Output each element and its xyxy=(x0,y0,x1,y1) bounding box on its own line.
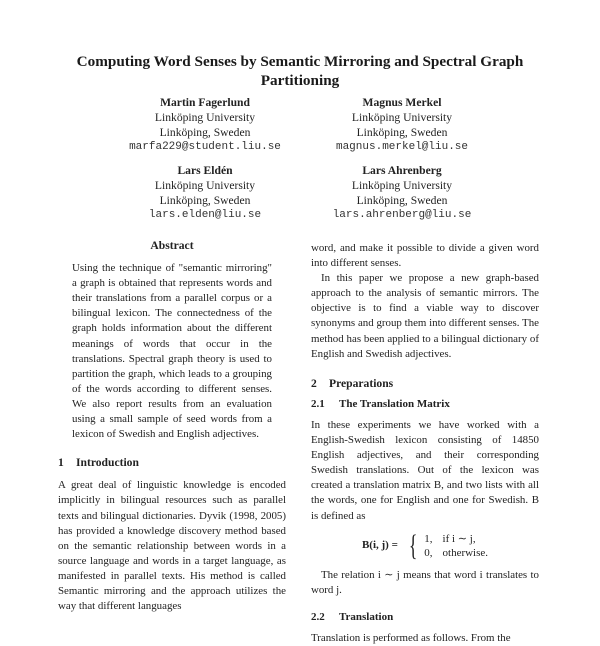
subsection-number: 2.2 xyxy=(311,610,325,623)
author-affiliation: Linköping University xyxy=(154,179,256,192)
case-1-condition: if i ∼ j, xyxy=(442,532,476,545)
subsection-heading-translation xyxy=(311,610,539,625)
intro-paragraph-continued: word, and make it possible to divide a given word into different senses. xyxy=(311,242,539,270)
author-name: Lars Eldén xyxy=(177,164,233,177)
author-affiliation: Linköping University xyxy=(351,179,453,192)
section-title: Preparations xyxy=(329,376,394,390)
author-email: magnus.merkel@liu.se xyxy=(335,141,469,153)
case-2-condition: otherwise. xyxy=(442,546,489,559)
section-number: 1 xyxy=(58,456,64,470)
subsection-heading-translation-matrix xyxy=(311,397,539,412)
section-title: Introduction xyxy=(76,456,139,470)
section-heading-introduction xyxy=(58,455,286,470)
section-number: 2 xyxy=(311,376,317,390)
section-heading-preparations xyxy=(311,376,539,391)
author-name: Magnus Merkel xyxy=(362,96,442,109)
abstract-text: Using the technique of "semantic mirroring" a graph is obtained that represents words and their translations from a parallel corpus or a bilingual lexicon. The connectedness of the graph holds information about the different meanings of words that occur in the translations. Spectral graph theory is used to partition the graph, which leads to a grouping of the words according to different senses. We also report results from an evaluation using a small sample of seed words from a lexicon of Swedish and English adjectives. xyxy=(72,262,272,441)
author-affiliation: Linköping University xyxy=(351,111,453,124)
author-block-2 xyxy=(292,95,512,155)
author-location: Linköping, Sweden xyxy=(356,126,448,139)
intro-paragraph: A great deal of linguistic knowledge is encoded implicitly in bilingual resources such as parallel texts and bilingual dictionaries. Dyvik (1998, 2005) has provided a knowledge discovery method based on the semantic relationship between words in a source language and words in a target language, as manifested in parallel texts. His method is called Semantic mirroring and the approach utilizes the way that different languages xyxy=(58,479,286,613)
author-location: Linköping, Sweden xyxy=(159,126,251,139)
author-location: Linköping, Sweden xyxy=(159,194,251,207)
translation-matrix-paragraph: In these experiments we have worked with a English-Swedish lexicon consisting of 14850 English adjectives, and their corresponding Swedish translations. Out of the lexicon was created a translation matrix B, and two lists with all the words, one for English and one for Swedish. B is defined as xyxy=(311,418,539,522)
author-name: Martin Fagerlund xyxy=(160,96,250,109)
equation-brace: { xyxy=(408,528,418,562)
subsection-number: 2.1 xyxy=(311,397,325,410)
paper-title: Computing Word Senses by Semantic Mirroring and Spectral Graph Partitioning xyxy=(76,53,524,89)
subsection-title: The Translation Matrix xyxy=(339,397,450,410)
right-column xyxy=(311,241,539,646)
author-block-3 xyxy=(95,163,315,223)
author-email: lars.ahrenberg@liu.se xyxy=(332,209,472,221)
author-name: Lars Ahrenberg xyxy=(362,164,442,177)
author-block-4 xyxy=(292,163,512,223)
case-1-value: 1, xyxy=(424,532,433,545)
author-block-1 xyxy=(95,95,315,155)
subsection-title: Translation xyxy=(339,610,394,623)
author-email: lars.elden@liu.se xyxy=(148,209,262,221)
author-email: marfa229@student.liu.se xyxy=(129,141,281,153)
intro-paragraph-2: In this paper we propose a new graph-based approach to the analysis of semantic mirrors. The objective is to find a viable way to discover synonyms and group them into different senses. The method has been applied to a bilingual dictionary of English and Swedish adjectives. xyxy=(311,272,539,360)
equation-lhs: B(i, j) = xyxy=(361,539,398,552)
translation-paragraph: Translation is performed as follows. From the xyxy=(311,631,511,644)
author-location: Linköping, Sweden xyxy=(356,194,448,207)
left-column xyxy=(58,238,286,614)
author-affiliation: Linköping University xyxy=(154,111,256,124)
relation-paragraph: The relation i ∼ j means that word i translates to word j. xyxy=(311,568,539,596)
case-2-value: 0, xyxy=(424,546,433,559)
equation-cases xyxy=(424,532,488,560)
abstract-heading: Abstract xyxy=(150,239,194,252)
equation-translation-matrix xyxy=(311,528,539,562)
